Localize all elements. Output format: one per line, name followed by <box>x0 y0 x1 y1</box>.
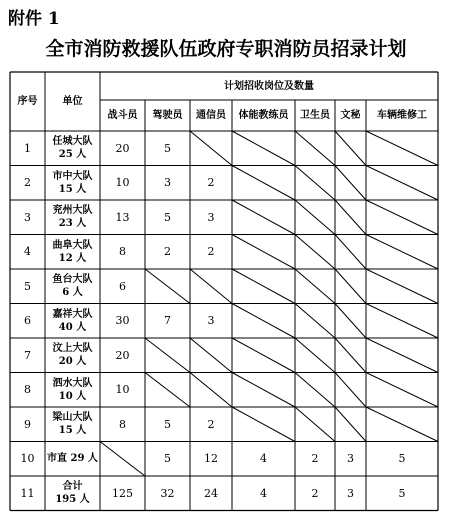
row-unit-line: 合计 <box>62 481 83 493</box>
header-position: 体能教练员 <box>238 110 289 121</box>
empty-cell-diagonal <box>366 373 438 408</box>
row-unit-line: 20 人 <box>58 356 87 368</box>
empty-cell-diagonal <box>366 235 438 270</box>
empty-cell-diagonal <box>335 269 366 304</box>
empty-cell-diagonal <box>145 338 190 373</box>
row-value: 5 <box>164 210 171 224</box>
empty-cell-diagonal <box>366 200 438 235</box>
row-unit <box>45 304 100 339</box>
header-position: 战斗员 <box>107 110 138 121</box>
row-unit <box>45 373 100 408</box>
row-seq: 4 <box>24 245 31 259</box>
empty-cell-diagonal <box>366 269 438 304</box>
row-unit-line: 40 人 <box>58 321 87 333</box>
row-seq: 7 <box>24 348 31 362</box>
empty-cell-diagonal <box>295 304 335 339</box>
row-unit-line: 195 人 <box>55 494 90 506</box>
header-position: 卫生员 <box>300 110 330 121</box>
empty-cell-diagonal <box>145 373 190 408</box>
row-unit <box>45 407 100 442</box>
header-position: 文秘 <box>340 110 361 121</box>
row-unit <box>45 476 100 511</box>
row-unit-line: 12 人 <box>58 252 87 264</box>
empty-cell-diagonal <box>335 131 366 166</box>
empty-cell-diagonal <box>232 200 295 235</box>
empty-cell-diagonal <box>295 200 335 235</box>
empty-cell-diagonal <box>232 407 295 442</box>
row-value: 24 <box>204 486 218 500</box>
header-seq: 序号 <box>17 96 38 107</box>
empty-cell-diagonal <box>366 166 438 201</box>
empty-cell-diagonal <box>190 338 232 373</box>
row-value: 32 <box>160 486 175 500</box>
row-unit <box>45 442 100 477</box>
row-value: 3 <box>207 314 215 328</box>
row-value: 2 <box>311 486 319 500</box>
row-seq: 6 <box>24 314 31 328</box>
empty-cell-diagonal <box>295 131 335 166</box>
row-unit-line: 6 人 <box>62 287 83 299</box>
row-unit-line: 兖州大队 <box>52 205 93 217</box>
row-value: 20 <box>115 348 130 362</box>
row-seq: 1 <box>24 141 31 155</box>
empty-cell-diagonal <box>295 166 335 201</box>
empty-cell-diagonal <box>190 131 232 166</box>
empty-cell-diagonal <box>100 442 145 477</box>
row-unit <box>45 200 100 235</box>
row-unit-line: 泗水大队 <box>52 377 93 389</box>
row-unit <box>45 166 100 201</box>
row-unit <box>45 269 100 304</box>
row-unit-line: 10 人 <box>58 390 87 402</box>
row-seq: 8 <box>24 383 31 397</box>
row-value: 20 <box>115 141 130 155</box>
row-value: 5 <box>164 417 171 431</box>
header-unit: 单位 <box>62 96 83 107</box>
empty-cell-diagonal <box>232 131 295 166</box>
row-value: 10 <box>115 176 130 190</box>
empty-cell-diagonal <box>295 407 335 442</box>
empty-cell-diagonal <box>335 304 366 339</box>
row-value: 7 <box>164 314 171 328</box>
row-unit-line: 任城大队 <box>52 136 93 148</box>
empty-cell-diagonal <box>295 269 335 304</box>
row-value: 10 <box>115 383 130 397</box>
row-value: 5 <box>164 452 171 466</box>
empty-cell-diagonal <box>335 407 366 442</box>
row-unit <box>45 338 100 373</box>
empty-cell-diagonal <box>232 166 295 201</box>
row-seq: 9 <box>24 417 31 431</box>
row-seq: 3 <box>24 210 31 224</box>
empty-cell-diagonal <box>335 166 366 201</box>
row-unit <box>45 235 100 270</box>
attachment-label: 附件 1 <box>8 9 60 29</box>
row-value: 3 <box>164 176 171 190</box>
row-value: 2 <box>311 452 319 466</box>
empty-cell-diagonal <box>232 269 295 304</box>
row-value: 125 <box>112 486 133 500</box>
row-unit-line: 嘉祥大队 <box>52 308 93 320</box>
row-value: 5 <box>398 486 406 500</box>
row-unit <box>45 131 100 166</box>
row-value: 2 <box>164 245 171 259</box>
empty-cell-diagonal <box>232 338 295 373</box>
empty-cell-diagonal <box>335 200 366 235</box>
empty-cell-diagonal <box>190 269 232 304</box>
row-value: 3 <box>207 210 215 224</box>
row-value: 2 <box>207 176 215 190</box>
header-group: 计划招收岗位及数量 <box>224 80 314 92</box>
row-value: 12 <box>204 452 218 466</box>
row-value: 5 <box>398 452 406 466</box>
header-position: 通信员 <box>196 110 226 121</box>
header-position: 车辆维修工 <box>377 110 427 121</box>
row-unit-line: 15 人 <box>58 183 87 195</box>
row-value: 8 <box>119 245 126 259</box>
row-value: 2 <box>207 417 215 431</box>
row-value: 8 <box>119 417 126 431</box>
empty-cell-diagonal <box>232 304 295 339</box>
row-unit-line: 汶上大队 <box>52 343 93 355</box>
empty-cell-diagonal <box>295 338 335 373</box>
row-seq: 11 <box>20 486 35 500</box>
empty-cell-diagonal <box>366 407 438 442</box>
row-value: 3 <box>347 452 354 466</box>
empty-cell-diagonal <box>335 235 366 270</box>
row-seq: 5 <box>24 279 31 293</box>
row-value: 5 <box>164 141 171 155</box>
empty-cell-diagonal <box>190 373 232 408</box>
row-unit-line: 鱼台大队 <box>52 274 93 286</box>
empty-cell-diagonal <box>295 373 335 408</box>
row-seq: 2 <box>24 176 31 190</box>
empty-cell-diagonal <box>335 338 366 373</box>
row-unit-line: 梁山大队 <box>52 412 93 424</box>
header-position: 驾驶员 <box>152 110 183 121</box>
row-unit-line: 曲阜大队 <box>52 239 93 251</box>
row-value: 3 <box>347 486 354 500</box>
row-unit-line: 市直 29 人 <box>47 453 98 465</box>
row-value: 2 <box>207 245 215 259</box>
row-value: 13 <box>115 210 130 224</box>
empty-cell-diagonal <box>366 304 438 339</box>
row-unit-line: 市中大队 <box>52 170 93 182</box>
row-unit-line: 23 人 <box>58 218 87 230</box>
empty-cell-diagonal <box>232 235 295 270</box>
empty-cell-diagonal <box>366 338 438 373</box>
row-value: 6 <box>119 279 126 293</box>
row-value: 30 <box>115 314 130 328</box>
row-value: 4 <box>260 452 267 466</box>
empty-cell-diagonal <box>295 235 335 270</box>
row-seq: 10 <box>20 452 35 466</box>
document-title: 全市消防救援队伍政府专职消防员招录计划 <box>45 38 407 60</box>
empty-cell-diagonal <box>232 373 295 408</box>
row-unit-line: 15 人 <box>58 425 87 437</box>
empty-cell-diagonal <box>366 131 438 166</box>
empty-cell-diagonal <box>145 269 190 304</box>
empty-cell-diagonal <box>335 373 366 408</box>
row-unit-line: 25 人 <box>58 149 87 161</box>
row-value: 4 <box>260 486 267 500</box>
